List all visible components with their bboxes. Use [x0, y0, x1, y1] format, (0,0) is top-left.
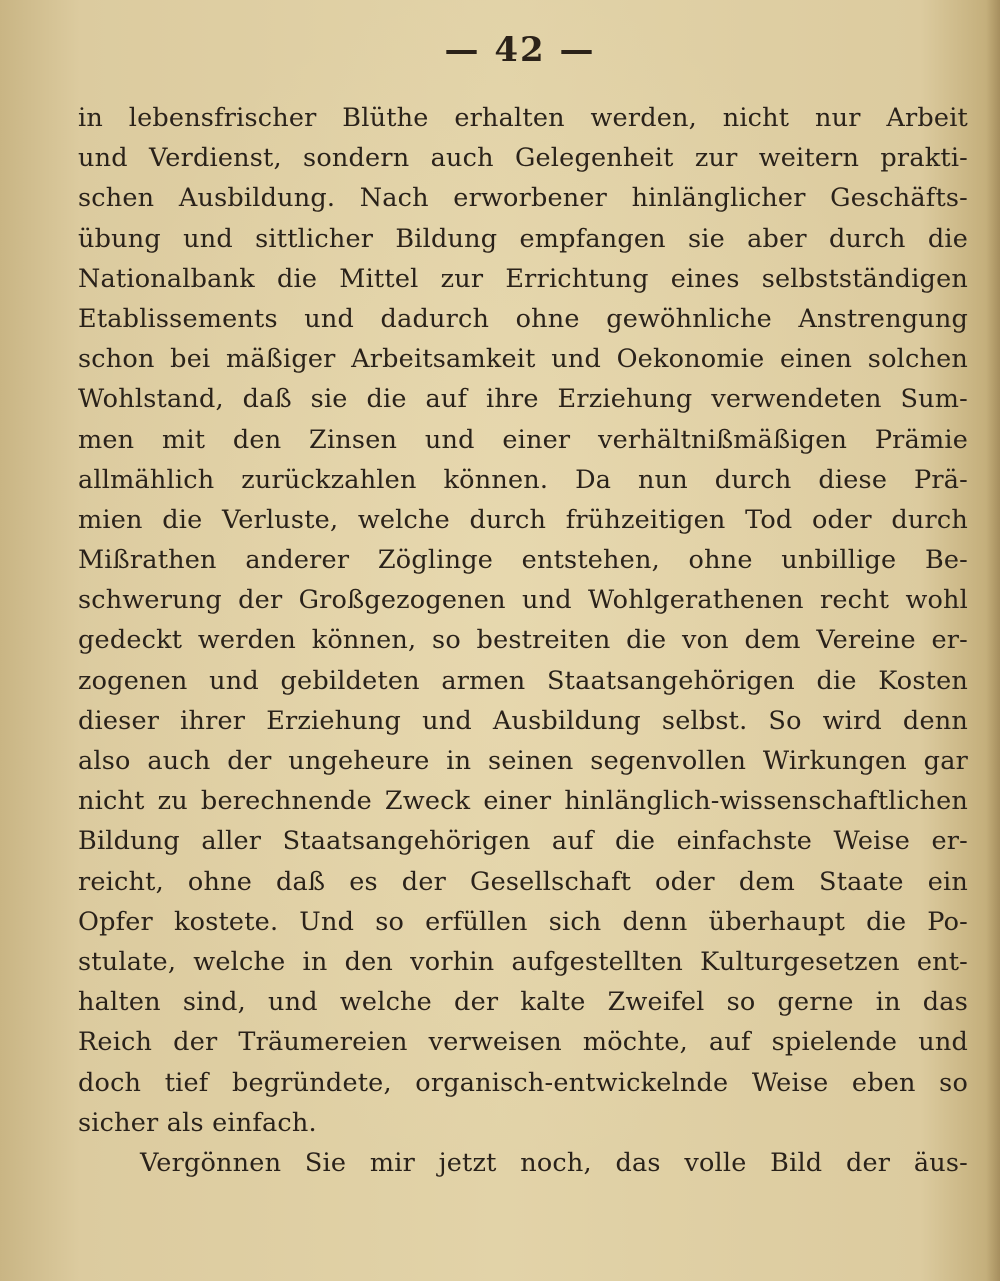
text-line: schon bei mäßiger Arbeitsamkeit und Oekonomie einen solchen [78, 344, 968, 375]
text-line: dieser ihrer Erziehung und Ausbildung selbst. So wird denn [78, 705, 968, 736]
text-line: mien die Verluste, welche durch frühzeitigen Tod oder durch [78, 504, 968, 535]
text-line: Bildung aller Staatsangehörigen auf die einfachste Weise er- [78, 826, 968, 857]
text-line: und Verdienst, sondern auch Gelegenheit zur weitern prakti- [78, 143, 968, 174]
text-line: in lebensfrischer Blüthe erhalten werden, nicht nur Arbeit [78, 103, 968, 133]
text-line: Opfer kostete. Und so erfüllen sich denn überhaupt die Po- [78, 906, 968, 937]
text-line-paragraph-end: sicher als einfach. [78, 1107, 317, 1138]
text-line: Nationalbank die Mittel zur Errichtung eines selbstständigen [78, 263, 968, 294]
text-line: reicht, ohne daß es der Gesellschaft oder dem Staate ein [78, 866, 968, 897]
text-line: Mißrathen anderer Zöglinge entstehen, ohne unbillige Be- [78, 545, 968, 576]
text-line: men mit den Zinsen und einer verhältnißmäßigen Prämie [78, 424, 968, 455]
page-edge-shadow [986, 0, 1000, 1281]
text-line: gedeckt werden können, so bestreiten die von dem Vereine er- [78, 625, 968, 656]
text-line: also auch der ungeheure in seinen segenvollen Wirkungen gar [78, 746, 968, 776]
text-line: Reich der Träumereien verweisen möchte, auf spielende und [78, 1027, 968, 1058]
text-line: übung und sittlicher Bildung empfangen sie aber durch die [78, 223, 968, 254]
text-line: nicht zu berechnende Zweck einer hinlänglich-wissenschaftlichen [78, 786, 968, 817]
text-line: Wohlstand, daß sie die auf ihre Erziehung verwendeten Sum- [78, 384, 968, 415]
text-line: Etablissements und dadurch ohne gewöhnliche Anstrengung [78, 303, 968, 334]
text-line-paragraph-start: Vergönnen Sie mir jetzt noch, das volle Bild der äus- [140, 1147, 968, 1178]
text-line: doch tief begründete, organisch-entwickelnde Weise eben so [78, 1067, 968, 1098]
body-text [78, 98, 968, 1183]
text-line: zogenen und gebildeten armen Staatsangehörigen die Kosten [78, 665, 968, 696]
text-line: stulate, welche in den vorhin aufgestellten Kulturgesetzen ent- [78, 946, 968, 977]
text-line: schen Ausbildung. Nach erworbener hinlänglicher Geschäfts- [78, 183, 968, 214]
text-line: schwerung der Großgezogenen und Wohlgerathenen recht wohl [78, 585, 968, 616]
page-number: — 42 — [444, 30, 596, 70]
text-line: allmählich zurückzahlen können. Da nun durch diese Prä- [78, 464, 968, 495]
text-line: halten sind, und welche der kalte Zweifel so gerne in das [78, 987, 968, 1018]
